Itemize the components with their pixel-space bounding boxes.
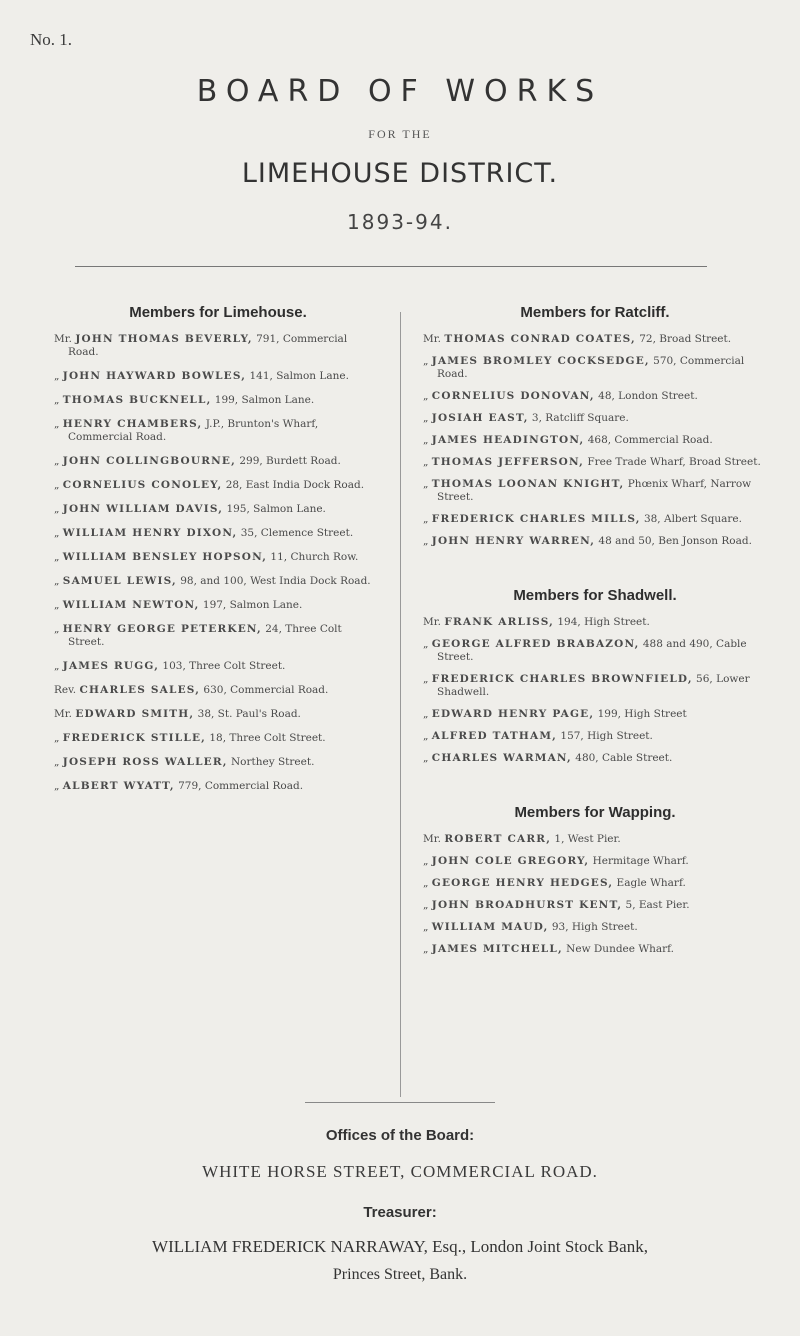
member-name: WILLIAM MAUD,	[431, 921, 549, 933]
member-name: ROBERT CARR,	[444, 833, 552, 845]
member-name: FRANK ARLISS,	[444, 616, 555, 628]
member-entry	[415, 752, 775, 765]
member-entry	[415, 478, 775, 504]
member-entry	[415, 921, 775, 934]
member-name: JOHN BROADHURST KENT,	[431, 899, 623, 911]
member-entry	[415, 877, 775, 890]
ratcliff-members-list	[415, 333, 775, 548]
member-address: 468, Commercial Road.	[584, 434, 713, 446]
member-name: FREDERICK CHARLES MILLS,	[431, 513, 641, 525]
document-title: BOARD OF WORKS	[196, 74, 604, 109]
member-prefix: „	[423, 943, 429, 955]
member-entry	[415, 333, 775, 346]
member-address: 199, Salmon Lane.	[211, 394, 315, 406]
member-name: THOMAS JEFFERSON,	[431, 456, 585, 468]
member-prefix: „	[423, 390, 429, 402]
limehouse-heading: Members for Limehouse.	[129, 304, 307, 321]
member-prefix: „	[54, 599, 60, 611]
member-entry	[28, 575, 378, 588]
member-name: ALFRED TATHAM,	[431, 730, 558, 742]
member-name: CHARLES SALES,	[79, 684, 201, 696]
member-entry	[28, 418, 378, 444]
member-entry	[28, 551, 378, 564]
member-name: ALBERT WYATT,	[62, 780, 175, 792]
left-column	[28, 304, 378, 804]
member-entry	[415, 638, 775, 664]
member-prefix: „	[423, 412, 429, 424]
member-prefix: „	[54, 551, 60, 563]
member-name: FREDERICK STILLE,	[62, 732, 206, 744]
shadwell-members-list	[415, 616, 775, 765]
member-prefix: „	[54, 660, 60, 672]
member-address: 488 and 490, Cable Street.	[437, 638, 747, 663]
column-divider	[400, 312, 401, 1097]
member-prefix: „	[54, 394, 60, 406]
member-entry	[28, 623, 378, 649]
member-name: HENRY CHAMBERS,	[62, 418, 203, 430]
footer-divider	[305, 1102, 495, 1103]
member-address: Eagle Wharf.	[613, 877, 686, 889]
member-prefix: „	[54, 575, 60, 587]
limehouse-members-list	[28, 333, 378, 793]
member-prefix: „	[54, 623, 60, 635]
member-address: 103, Three Colt Street.	[159, 660, 286, 672]
member-name: JOHN HAYWARD BOWLES,	[62, 370, 247, 382]
member-address: 48, London Street.	[594, 390, 698, 402]
member-entry	[28, 708, 378, 721]
page-number: No. 1.	[30, 30, 73, 49]
member-name: GEORGE HENRY HEDGES,	[431, 877, 614, 889]
member-entry	[28, 732, 378, 745]
member-entry	[28, 684, 378, 697]
member-entry	[415, 730, 775, 743]
treasurer-label: Treasurer:	[363, 1204, 437, 1221]
member-name: JOHN THOMAS BEVERLY,	[75, 333, 253, 345]
member-name: FREDERICK CHARLES BROWNFIELD,	[431, 673, 693, 685]
member-name: GEORGE ALFRED BRABAZON,	[431, 638, 640, 650]
member-prefix: „	[423, 855, 429, 867]
member-name: EDWARD HENRY PAGE,	[431, 708, 595, 720]
shadwell-heading: Members for Shadwell.	[513, 587, 677, 604]
member-name: JOHN WILLIAM DAVIS,	[62, 503, 224, 515]
member-address: 791, Commercial Road.	[68, 333, 348, 358]
member-prefix: „	[423, 638, 429, 650]
member-name: THOMAS CONRAD COATES,	[444, 333, 636, 345]
member-entry	[28, 479, 378, 492]
member-prefix: Mr.	[423, 333, 441, 345]
member-name: JAMES RUGG,	[62, 660, 160, 672]
member-prefix: „	[54, 756, 60, 768]
member-prefix: „	[423, 535, 429, 547]
member-address: 38, St. Paul's Road.	[194, 708, 301, 720]
district-name: LIMEHOUSE DISTRICT.	[241, 158, 559, 189]
member-name: JOSIAH EAST,	[431, 412, 529, 424]
member-entry	[28, 660, 378, 673]
member-prefix: „	[423, 730, 429, 742]
member-address: 24, Three Colt Street.	[68, 623, 342, 648]
member-prefix: „	[423, 355, 429, 367]
member-address: J.P., Brunton's Wharf, Commercial Road.	[68, 418, 319, 443]
member-prefix: „	[54, 370, 60, 382]
member-address: 98, and 100, West India Dock Road.	[176, 575, 371, 587]
member-address: 18, Three Colt Street.	[206, 732, 326, 744]
member-address: 1, West Pier.	[551, 833, 621, 845]
member-entry	[28, 370, 378, 383]
ratcliff-heading: Members for Ratcliff.	[520, 304, 670, 321]
member-prefix: Rev.	[54, 684, 77, 696]
member-prefix: „	[54, 479, 60, 491]
member-entry	[28, 599, 378, 612]
member-address: 197, Salmon Lane.	[199, 599, 303, 611]
member-address: 199, High Street	[594, 708, 687, 720]
member-address: 38, Albert Square.	[640, 513, 742, 525]
member-name: JOHN HENRY WARREN,	[431, 535, 596, 547]
member-address: 299, Burdett Road.	[236, 455, 341, 467]
member-prefix: „	[423, 708, 429, 720]
member-name: THOMAS LOONAN KNIGHT,	[431, 478, 625, 490]
member-entry	[28, 503, 378, 516]
member-prefix: „	[54, 527, 60, 539]
year-range: 1893-94.	[347, 210, 453, 234]
member-name: HENRY GEORGE PETERKEN,	[62, 623, 262, 635]
member-address: 93, High Street.	[548, 921, 638, 933]
member-name: JAMES MITCHELL,	[431, 943, 563, 955]
member-entry	[415, 943, 775, 956]
member-address: 35, Clemence Street.	[237, 527, 354, 539]
member-name: WILLIAM NEWTON,	[62, 599, 200, 611]
member-prefix: „	[423, 899, 429, 911]
member-entry	[415, 833, 775, 846]
member-address: 11, Church Row.	[267, 551, 359, 563]
treasurer-address: Princes Street, Bank.	[332, 1266, 468, 1283]
member-address: 28, East India Dock Road.	[222, 479, 365, 491]
member-entry	[415, 616, 775, 629]
member-prefix: „	[423, 434, 429, 446]
member-entry	[415, 412, 775, 425]
member-entry	[415, 390, 775, 403]
member-name: JOHN COLE GREGORY,	[431, 855, 590, 867]
member-name: CHARLES WARMAN,	[431, 752, 572, 764]
right-column	[415, 304, 775, 965]
member-name: JOHN COLLINGBOURNE,	[62, 455, 236, 467]
member-address: 779, Commercial Road.	[174, 780, 304, 792]
member-address: New Dundee Wharf.	[562, 943, 675, 955]
wapping-heading: Members for Wapping.	[514, 804, 676, 821]
member-name: CORNELIUS CONOLEY,	[62, 479, 223, 491]
member-address: 570, Commercial Road.	[437, 355, 745, 380]
member-entry	[415, 355, 775, 381]
member-entry	[415, 673, 775, 699]
member-prefix: „	[423, 456, 429, 468]
member-entry	[415, 855, 775, 868]
member-entry	[28, 780, 378, 793]
member-prefix: „	[54, 503, 60, 515]
header-divider	[75, 266, 707, 267]
member-entry	[28, 756, 378, 769]
member-address: 480, Cable Street.	[571, 752, 673, 764]
member-name: JAMES BROMLEY COCKSEDGE,	[431, 355, 650, 367]
wapping-members-list	[415, 833, 775, 956]
member-entry	[28, 333, 378, 359]
member-address: Free Trade Wharf, Broad Street.	[584, 456, 761, 468]
member-address: 157, High Street.	[557, 730, 653, 742]
member-address: 48 and 50, Ben Jonson Road.	[595, 535, 752, 547]
member-name: CORNELIUS DONOVAN,	[431, 390, 595, 402]
member-prefix: „	[423, 752, 429, 764]
member-address: 141, Salmon Lane.	[246, 370, 349, 382]
member-address: 195, Salmon Lane.	[223, 503, 326, 515]
member-prefix: Mr.	[423, 616, 441, 628]
member-entry	[28, 527, 378, 540]
member-prefix: „	[423, 877, 429, 889]
member-address: Phœnix Wharf, Narrow Street.	[437, 478, 752, 503]
member-name: WILLIAM HENRY DIXON,	[62, 527, 238, 539]
member-address: Northey Street.	[227, 756, 315, 768]
offices-label: Offices of the Board:	[325, 1127, 475, 1144]
member-prefix: „	[423, 513, 429, 525]
member-prefix: „	[54, 732, 60, 744]
member-prefix: „	[54, 780, 60, 792]
member-name: JOSEPH ROSS WALLER,	[62, 756, 228, 768]
member-address: 5, East Pier.	[622, 899, 690, 911]
member-name: WILLIAM BENSLEY HOPSON,	[62, 551, 268, 563]
member-entry	[415, 456, 775, 469]
treasurer-name: WILLIAM FREDERICK NARRAWAY, Esq., London Joint Stock Bank,	[152, 1237, 648, 1256]
member-entry	[28, 394, 378, 407]
member-prefix: „	[54, 418, 60, 430]
member-name: EDWARD SMITH,	[75, 708, 195, 720]
member-prefix: Mr.	[54, 708, 72, 720]
member-entry	[28, 455, 378, 468]
title-connector: FOR THE	[368, 127, 432, 141]
member-entry	[415, 708, 775, 721]
member-prefix: „	[423, 673, 429, 685]
member-address: 3, Ratcliff Square.	[528, 412, 629, 424]
member-name: JAMES HEADINGTON,	[431, 434, 585, 446]
member-address: 56, Lower Shadwell.	[437, 673, 750, 698]
member-address: 630, Commercial Road.	[200, 684, 329, 696]
member-address: Hermitage Wharf.	[589, 855, 689, 867]
member-entry	[415, 899, 775, 912]
member-name: THOMAS BUCKNELL,	[62, 394, 212, 406]
member-entry	[415, 535, 775, 548]
member-prefix: Mr.	[54, 333, 72, 345]
member-address: 72, Broad Street.	[635, 333, 732, 345]
member-prefix: „	[423, 921, 429, 933]
member-entry	[415, 434, 775, 447]
member-name: SAMUEL LEWIS,	[62, 575, 177, 587]
member-address: 194, High Street.	[554, 616, 650, 628]
member-entry	[415, 513, 775, 526]
member-prefix: Mr.	[423, 833, 441, 845]
offices-address: WHITE HORSE STREET, COMMERCIAL ROAD.	[202, 1162, 598, 1181]
member-prefix: „	[423, 478, 429, 490]
member-prefix: „	[54, 455, 60, 467]
